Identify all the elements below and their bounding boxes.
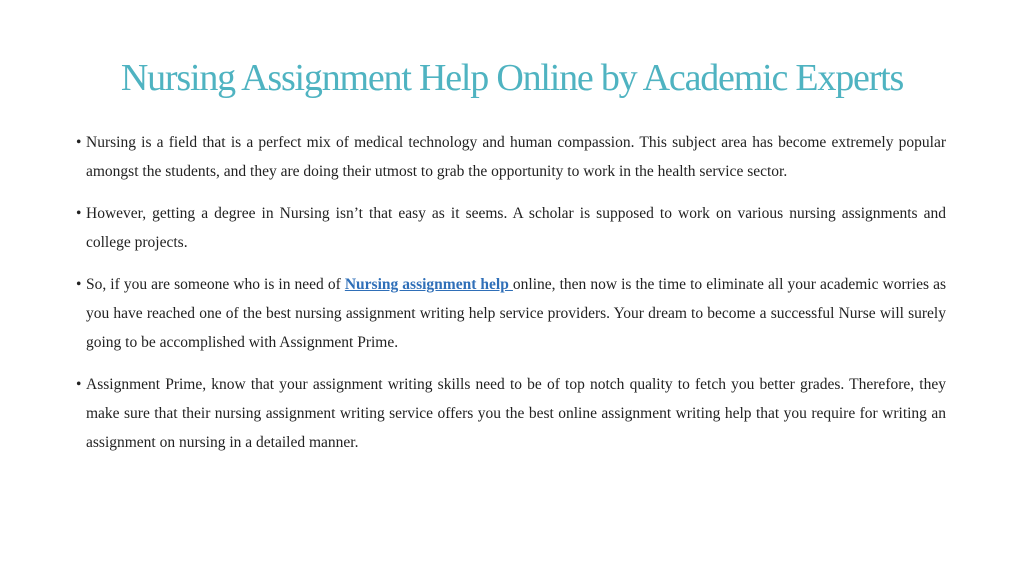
bullet-text-2: However, getting a degree in Nursing isn’t that easy as it seems. A scholar is supposed to work on various nursing assignments and college projects. xyxy=(86,205,946,251)
bullet-icon: • xyxy=(76,134,82,151)
bullet-text-3-before: So, if you are someone who is in need of xyxy=(86,276,345,293)
bullet-icon: • xyxy=(76,205,82,222)
bullet-text-1: Nursing is a field that is a perfect mix of medical technology and human compassion. This subject area has become extremely popular amongst the students, and they are doing their utmost to grab the opportunity to work in the health service sector. xyxy=(86,134,946,180)
bullet-icon: • xyxy=(76,276,82,293)
bullet-item-4 xyxy=(76,370,946,457)
bullet-text-4: Assignment Prime, know that your assignment writing skills need to be of top notch quality to fetch you better grades. Therefore, they make sure that their nursing assignment writing service offers you the best online assignment writing help that you require for writing an assignment on nursing in a detailed manner. xyxy=(86,376,946,451)
bullet-text-3-after: online, then now is the time to eliminate all your academic worries as you have reached one of the best nursing assignment writing help service providers. Your dream to become a successful Nurse will surely going to be accomplished with Assignment Prime. xyxy=(86,276,946,351)
bullet-icon: • xyxy=(76,376,82,393)
slide-title: Nursing Assignment Help Online by Academic Experts xyxy=(120,57,904,99)
bullet-item-1 xyxy=(76,128,946,186)
bullet-item-3 xyxy=(76,270,946,357)
nursing-assignment-help-link[interactable]: Nursing assignment help xyxy=(344,276,513,293)
bullet-list xyxy=(76,128,946,470)
bullet-item-2 xyxy=(76,199,946,257)
